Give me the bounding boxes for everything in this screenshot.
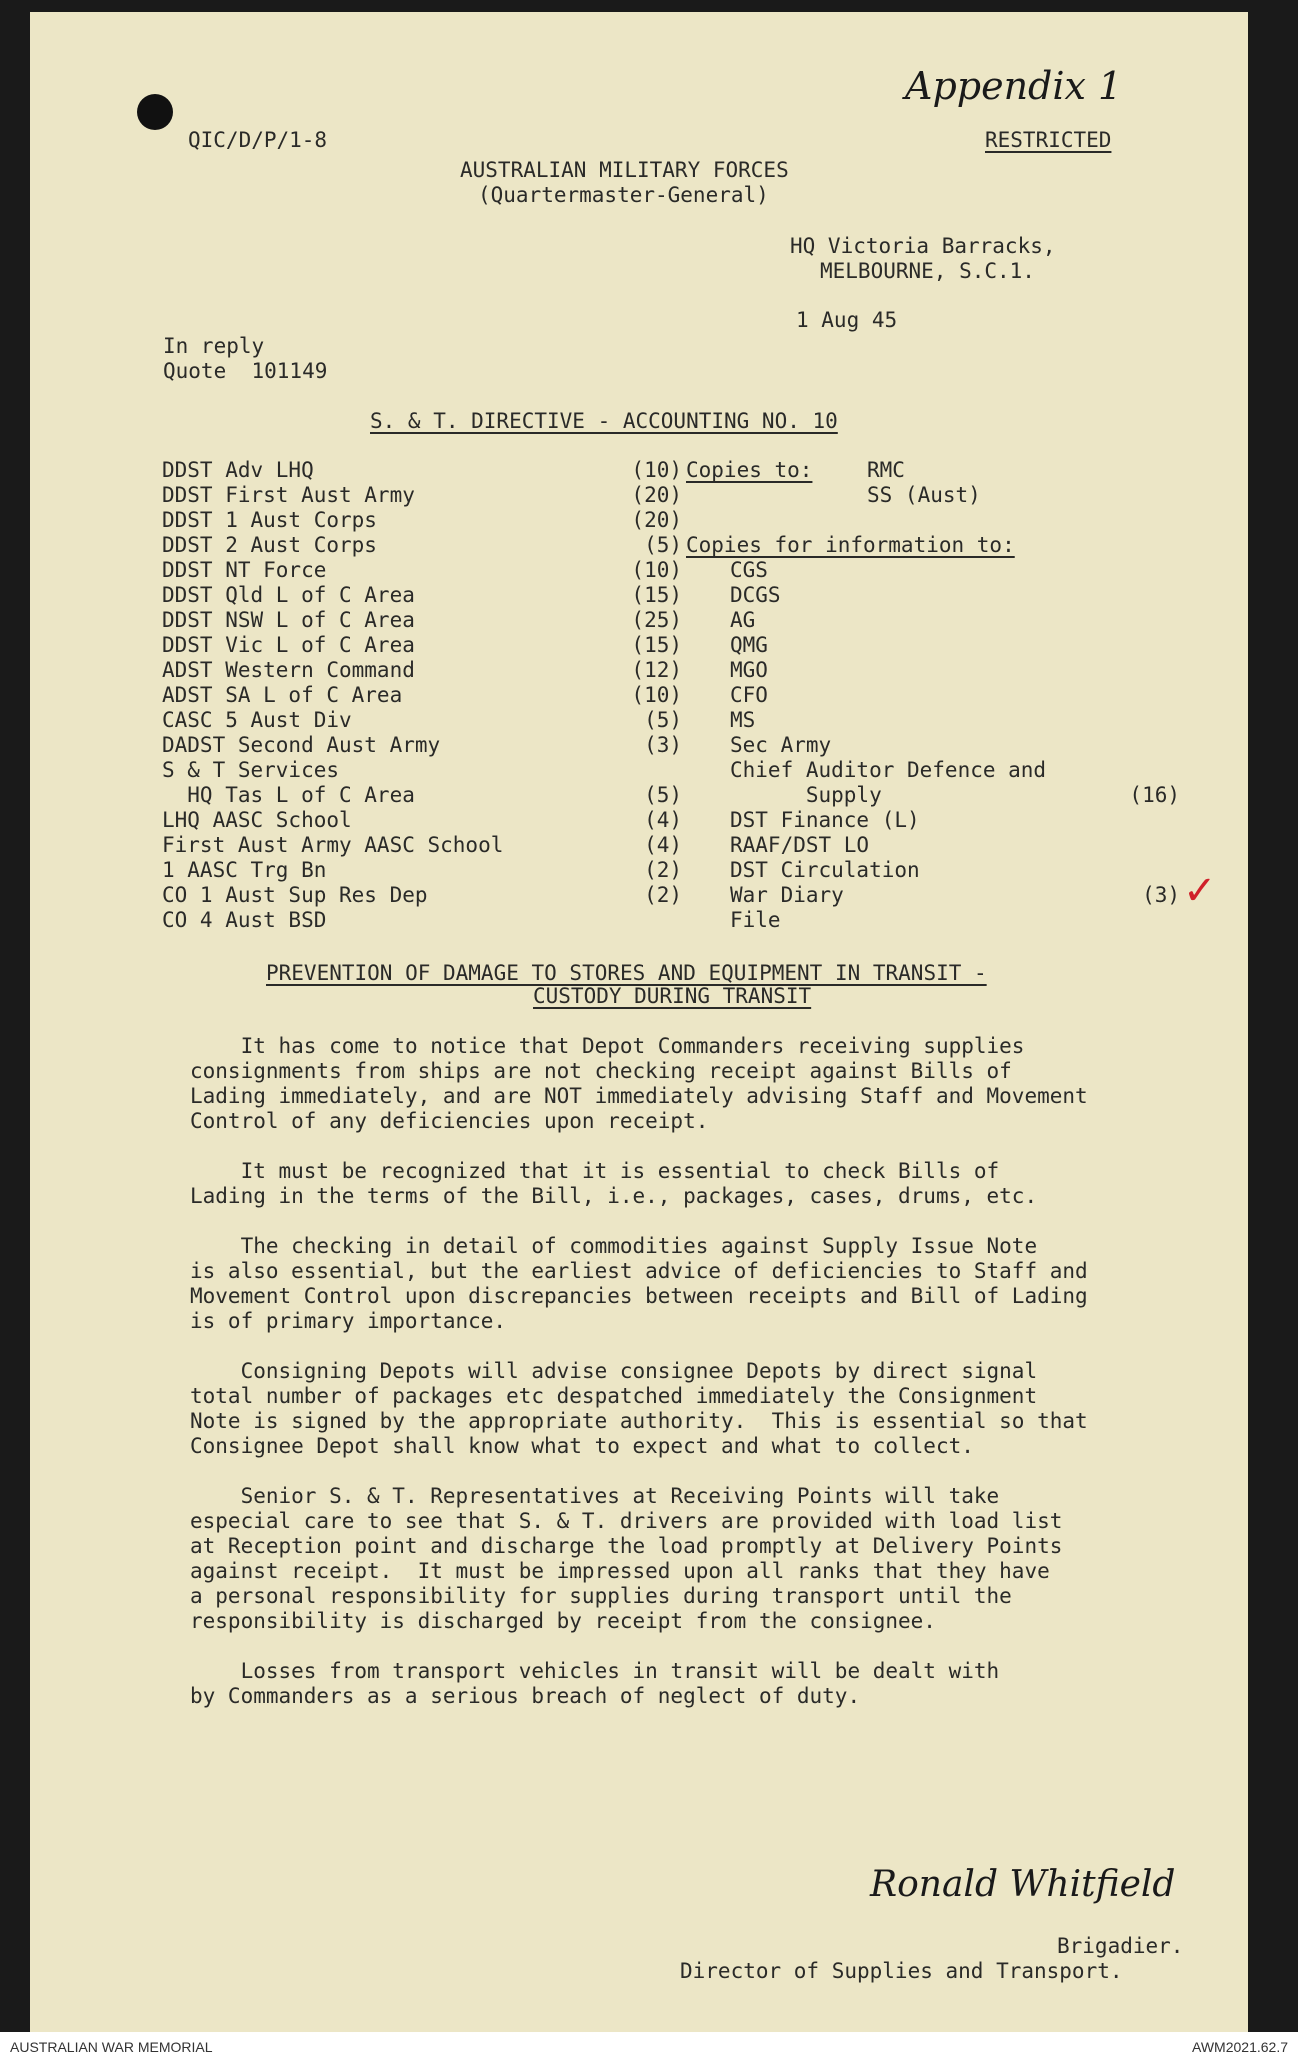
copies-to-label: Copies to:: [686, 458, 813, 482]
reply-quote: Quote 101149: [163, 359, 328, 383]
paragraph: Losses from transport vehicles in transit will be dealt with by Commanders as a serious breach of neglect of duty.: [190, 1659, 1000, 1708]
list-item: DDST Vic L of C Area (15): [162, 633, 682, 657]
address-line-2: MELBOURNE, S.C.1.: [820, 259, 1035, 283]
list-item: AG: [730, 608, 756, 632]
list-item: DDST 1 Aust Corps (20): [162, 508, 682, 532]
list-item: Chief Auditor Defence and: [730, 758, 1047, 782]
list-item: S & T Services: [162, 758, 340, 782]
appendix-annotation: Appendix 1: [905, 64, 1123, 108]
list-item: 1 AASC Trg Bn (2): [162, 858, 682, 882]
list-item: CO 1 Aust Sup Res Dep (2): [162, 883, 682, 907]
list-item: DDST 2 Aust Corps (5): [162, 533, 682, 557]
file-reference: QIC/D/P/1-8: [188, 128, 328, 152]
paragraph: The checking in detail of commodities against Supply Issue Note is also essential, but the earliest advice of deficiencies to Staff and Movement Control upon discrepancies between receipts and Bill of Lading is of primary importance.: [190, 1234, 1088, 1333]
list-item: MGO: [730, 658, 768, 682]
footer-reference: AWM2021.62.7: [1192, 2039, 1288, 2055]
list-item: LHQ AASC School (4): [162, 808, 682, 832]
list-item: DDST Qld L of C Area (15): [162, 583, 682, 607]
list-item: War Diary (3): [730, 883, 1180, 907]
red-check-mark-icon: ✓: [1183, 868, 1217, 914]
org-title: AUSTRALIAN MILITARY FORCES: [460, 158, 789, 182]
org-subtitle: (Quartermaster-General): [478, 183, 769, 207]
archive-footer: [0, 2032, 1298, 2061]
list-item: CGS: [730, 558, 768, 582]
subject-line-2: CUSTODY DURING TRANSIT: [533, 984, 812, 1008]
subject-line-1: PREVENTION OF DAMAGE TO STORES AND EQUIPMENT IN TRANSIT -: [266, 961, 987, 985]
list-item: HQ Tas L of C Area (5): [162, 783, 682, 807]
punch-hole: [137, 94, 173, 130]
list-item: MS: [730, 708, 756, 732]
list-item: DST Finance (L): [730, 808, 920, 832]
list-item: Supply (16): [730, 783, 1180, 807]
document-date: 1 Aug 45: [796, 308, 898, 332]
signatory-rank: Brigadier.: [1057, 1934, 1184, 1958]
classification-marking: RESTRICTED: [985, 128, 1112, 152]
list-item: Sec Army: [730, 733, 832, 757]
signatory-title: Director of Supplies and Transport.: [680, 1959, 1123, 1983]
paragraph: Consigning Depots will advise consignee Depots by direct signal total number of packages etc despatched immediately the Consignment Note is signed by the appropriate authority. This is essential so that Consignee Depot shall know what to expect and what to collect.: [190, 1359, 1088, 1458]
list-item: DDST NT Force (10): [162, 558, 682, 582]
paragraph: It must be recognized that it is essential to check Bills of Lading in the terms of the Bill, i.e., packages, cases, drums, etc.: [190, 1159, 1038, 1208]
copies-to-item: SS (Aust): [867, 483, 981, 507]
list-item: CFO: [730, 683, 768, 707]
list-item: DST Circulation: [730, 858, 920, 882]
reply-label: In reply: [163, 334, 265, 358]
footer-institution: AUSTRALIAN WAR MEMORIAL: [10, 2039, 213, 2055]
list-item: QMG: [730, 633, 768, 657]
list-item: DDST First Aust Army (20): [162, 483, 682, 507]
handwritten-signature: Ronald Whitfield: [870, 1864, 1176, 1905]
list-item: ADST SA L of C Area (10): [162, 683, 682, 707]
list-item: CO 4 Aust BSD: [162, 908, 327, 932]
paragraph: It has come to notice that Depot Commanders receiving supplies consignments from ships are not checking receipt against Bills of Lading immediately, and are NOT immediately advising Staff and Movement Control of any deficiencies upon receipt.: [190, 1034, 1088, 1133]
list-item: DCGS: [730, 583, 781, 607]
list-item: DDST NSW L of C Area (25): [162, 608, 682, 632]
list-item: DADST Second Aust Army (3): [162, 733, 682, 757]
directive-title: S. & T. DIRECTIVE - ACCOUNTING NO. 10: [370, 409, 838, 433]
distribution-list: [162, 458, 682, 933]
address-line-1: HQ Victoria Barracks,: [790, 234, 1056, 258]
list-item: First Aust Army AASC School (4): [162, 833, 682, 857]
list-item: RAAF/DST LO: [730, 833, 870, 857]
list-item: CASC 5 Aust Div (5): [162, 708, 682, 732]
copies-info-list: [730, 558, 1180, 933]
list-item: File: [730, 908, 781, 932]
copies-to-item: RMC: [867, 458, 905, 482]
list-item: DDST Adv LHQ (10): [162, 458, 682, 482]
document-page: [30, 12, 1248, 2032]
paragraph: Senior S. & T. Representatives at Receiving Points will take especial care to see that S. & T. drivers are provided with load list at Reception point and discharge the load promptly at Delivery Points against receipt. It must be impressed upon all ranks that they have a personal responsibility for supplies during transport until the responsibility is discharged by receipt from the consignee.: [190, 1484, 1063, 1633]
list-item: ADST Western Command (12): [162, 658, 682, 682]
copies-info-label: Copies for information to:: [686, 533, 1015, 557]
